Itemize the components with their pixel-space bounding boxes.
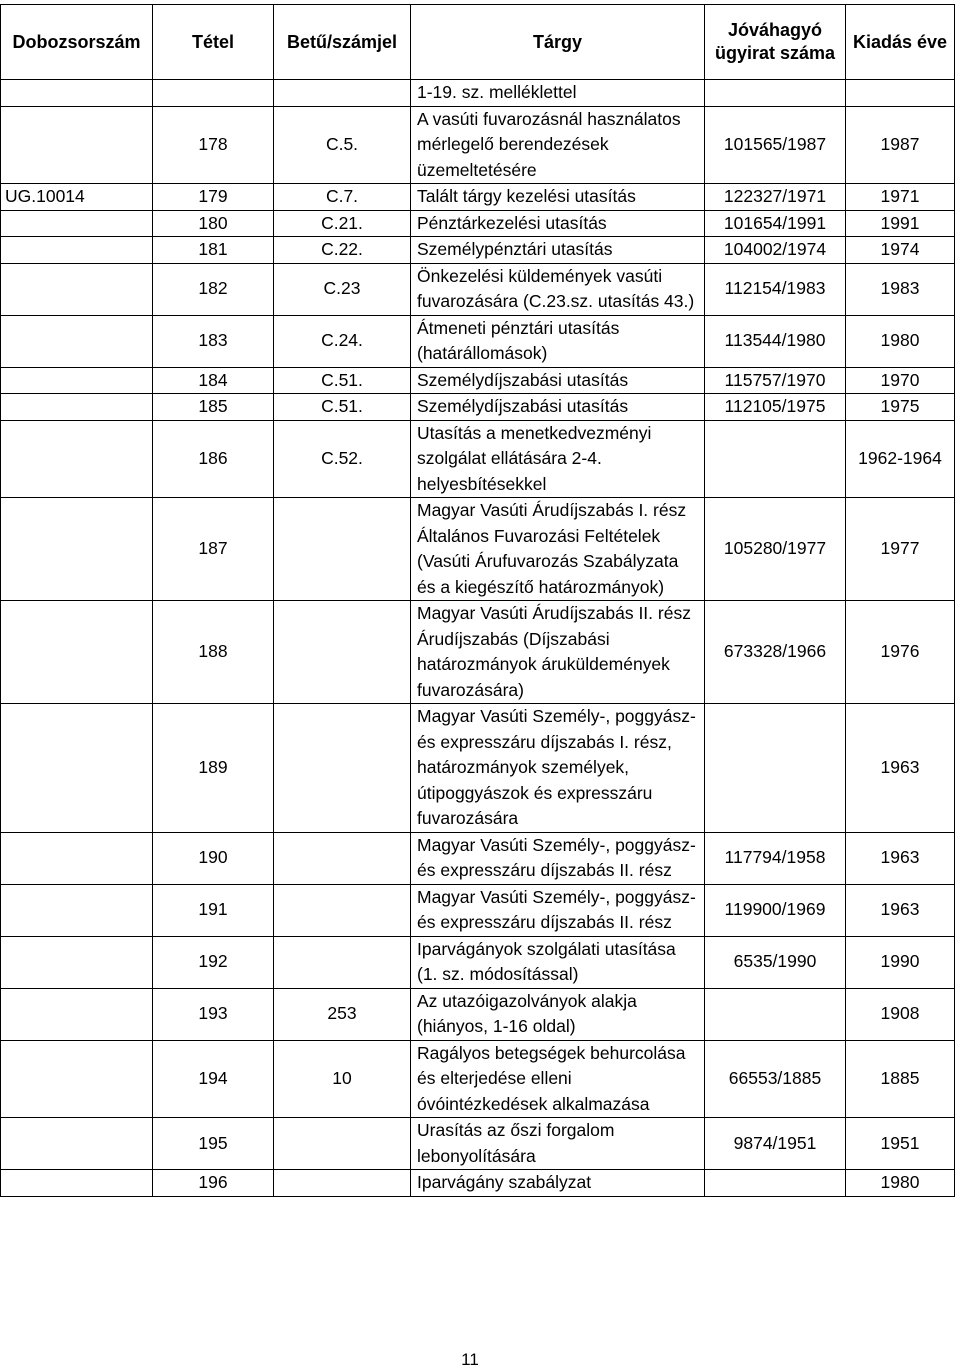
cell-approval: 112105/1975 xyxy=(705,394,846,421)
cell-approval: 117794/1958 xyxy=(705,832,846,884)
cell-subject: A vasúti fuvarozásnál használatos mérlegelő berendezések üzemeltetésére xyxy=(411,106,705,184)
cell-code: 253 xyxy=(274,988,411,1040)
cell-code: C.51. xyxy=(274,367,411,394)
cell-subject: Iparvágány szabályzat xyxy=(411,1170,705,1197)
cell-item: 195 xyxy=(153,1118,274,1170)
cell-subject: Pénztárkezelési utasítás xyxy=(411,210,705,237)
cell-subject: Magyar Vasúti Személy-, poggyász-és expresszáru díjszabás II. rész xyxy=(411,832,705,884)
cell-box xyxy=(1,237,153,264)
cell-code: C.52. xyxy=(274,420,411,498)
cell-box xyxy=(1,420,153,498)
table-row xyxy=(1,832,955,884)
cell-item: 186 xyxy=(153,420,274,498)
cell-box xyxy=(1,704,153,833)
table-header xyxy=(1,5,955,80)
header-item: Tétel xyxy=(153,5,274,80)
table-row xyxy=(1,884,955,936)
cell-year: 1971 xyxy=(846,184,955,211)
cell-item: 178 xyxy=(153,106,274,184)
table-row xyxy=(1,1040,955,1118)
cell-box xyxy=(1,1170,153,1197)
cell-code: C.5. xyxy=(274,106,411,184)
cell-box xyxy=(1,80,153,107)
cell-item: 188 xyxy=(153,601,274,704)
cell-approval: 104002/1974 xyxy=(705,237,846,264)
table-row xyxy=(1,263,955,315)
cell-approval xyxy=(705,988,846,1040)
cell-code xyxy=(274,884,411,936)
cell-item: 183 xyxy=(153,315,274,367)
cell-subject: Személypénztári utasítás xyxy=(411,237,705,264)
cell-subject: Talált tárgy kezelési utasítás xyxy=(411,184,705,211)
page-number: 11 xyxy=(461,1350,479,1369)
cell-year: 1963 xyxy=(846,832,955,884)
cell-year: 1963 xyxy=(846,884,955,936)
cell-code xyxy=(274,601,411,704)
cell-item: 184 xyxy=(153,367,274,394)
cell-code xyxy=(274,1118,411,1170)
cell-approval: 105280/1977 xyxy=(705,498,846,601)
cell-code: C.23 xyxy=(274,263,411,315)
cell-subject: Magyar Vasúti Árudíjszabás I. rész Általános Fuvarozási Feltételek (Vasúti Árufuvarozás Szabályzata és a kiegészítő határozmányok) xyxy=(411,498,705,601)
cell-approval xyxy=(705,420,846,498)
cell-box xyxy=(1,936,153,988)
cell-year: 1970 xyxy=(846,367,955,394)
cell-subject: Az utazóigazolványok alakja (hiányos, 1-16 oldal) xyxy=(411,988,705,1040)
cell-box xyxy=(1,1118,153,1170)
cell-item: 192 xyxy=(153,936,274,988)
table-row xyxy=(1,80,955,107)
cell-year: 1983 xyxy=(846,263,955,315)
table-row xyxy=(1,988,955,1040)
cell-box xyxy=(1,988,153,1040)
table-row xyxy=(1,367,955,394)
cell-year: 1885 xyxy=(846,1040,955,1118)
cell-code xyxy=(274,1170,411,1197)
cell-approval xyxy=(705,80,846,107)
cell-box xyxy=(1,498,153,601)
cell-year: 1976 xyxy=(846,601,955,704)
cell-box xyxy=(1,601,153,704)
cell-box xyxy=(1,394,153,421)
cell-box xyxy=(1,315,153,367)
cell-approval: 113544/1980 xyxy=(705,315,846,367)
table-row xyxy=(1,601,955,704)
cell-subject: Magyar Vasúti Személy-, poggyász-és expresszáru díjszabás I. rész, határozmányok személyek, útipoggyászok és expresszáru fuvarozására xyxy=(411,704,705,833)
cell-box: UG.10014 xyxy=(1,184,153,211)
cell-year: 1951 xyxy=(846,1118,955,1170)
cell-subject: Urasítás az őszi forgalom lebonyolítására xyxy=(411,1118,705,1170)
cell-subject: Ragályos betegségek behurcolása és elterjedése elleni óvóintézkedések alkalmazása xyxy=(411,1040,705,1118)
table-row xyxy=(1,184,955,211)
cell-item: 182 xyxy=(153,263,274,315)
cell-year: 1977 xyxy=(846,498,955,601)
header-box: Dobozsorszám xyxy=(1,5,153,80)
cell-approval: 6535/1990 xyxy=(705,936,846,988)
cell-box xyxy=(1,884,153,936)
cell-subject: Magyar Vasúti Személy-, poggyász-és expresszáru díjszabás II. rész xyxy=(411,884,705,936)
cell-item: 180 xyxy=(153,210,274,237)
cell-approval: 101654/1991 xyxy=(705,210,846,237)
cell-year: 1990 xyxy=(846,936,955,988)
cell-code xyxy=(274,80,411,107)
header-code: Betű/számjel xyxy=(274,5,411,80)
table-row xyxy=(1,106,955,184)
cell-subject: Személydíjszabási utasítás xyxy=(411,394,705,421)
cell-approval: 115757/1970 xyxy=(705,367,846,394)
cell-approval: 122327/1971 xyxy=(705,184,846,211)
cell-item: 196 xyxy=(153,1170,274,1197)
cell-code: C.7. xyxy=(274,184,411,211)
cell-year: 1908 xyxy=(846,988,955,1040)
table-row xyxy=(1,498,955,601)
cell-year: 1974 xyxy=(846,237,955,264)
header-subject: Tárgy xyxy=(411,5,705,80)
table-row xyxy=(1,1170,955,1197)
cell-year: 1975 xyxy=(846,394,955,421)
cell-subject: Magyar Vasúti Árudíjszabás II. rész Árudíjszabás (Díjszabási határozmányok áruküldemények fuvarozására) xyxy=(411,601,705,704)
cell-code xyxy=(274,832,411,884)
cell-box xyxy=(1,106,153,184)
cell-item: 181 xyxy=(153,237,274,264)
cell-item: 194 xyxy=(153,1040,274,1118)
table-row xyxy=(1,1118,955,1170)
cell-approval: 9874/1951 xyxy=(705,1118,846,1170)
cell-year: 1987 xyxy=(846,106,955,184)
cell-item: 189 xyxy=(153,704,274,833)
cell-box xyxy=(1,210,153,237)
table-row xyxy=(1,704,955,833)
cell-code: 10 xyxy=(274,1040,411,1118)
cell-approval: 112154/1983 xyxy=(705,263,846,315)
document-table xyxy=(0,4,955,1197)
cell-box xyxy=(1,1040,153,1118)
cell-box xyxy=(1,263,153,315)
cell-item: 191 xyxy=(153,884,274,936)
cell-approval: 66553/1885 xyxy=(705,1040,846,1118)
cell-subject: Személydíjszabási utasítás xyxy=(411,367,705,394)
cell-code xyxy=(274,936,411,988)
cell-year: 1962-1964 xyxy=(846,420,955,498)
cell-code xyxy=(274,704,411,833)
table-row xyxy=(1,394,955,421)
cell-item: 193 xyxy=(153,988,274,1040)
cell-subject: Önkezelési küldemények vasúti fuvarozására (C.23.sz. utasítás 43.) xyxy=(411,263,705,315)
cell-item xyxy=(153,80,274,107)
cell-approval: 673328/1966 xyxy=(705,601,846,704)
cell-code xyxy=(274,498,411,601)
table-row xyxy=(1,420,955,498)
cell-box xyxy=(1,367,153,394)
cell-item: 190 xyxy=(153,832,274,884)
table-row xyxy=(1,210,955,237)
cell-year: 1980 xyxy=(846,1170,955,1197)
table-row xyxy=(1,936,955,988)
cell-year xyxy=(846,80,955,107)
cell-subject: Átmeneti pénztári utasítás (határállomások) xyxy=(411,315,705,367)
cell-item: 179 xyxy=(153,184,274,211)
cell-year: 1980 xyxy=(846,315,955,367)
cell-approval: 101565/1987 xyxy=(705,106,846,184)
cell-approval xyxy=(705,704,846,833)
cell-box xyxy=(1,832,153,884)
table-row xyxy=(1,237,955,264)
cell-subject: Iparvágányok szolgálati utasítása (1. sz. módosítással) xyxy=(411,936,705,988)
cell-approval xyxy=(705,1170,846,1197)
cell-code: C.21. xyxy=(274,210,411,237)
header-approval: Jóváhagyó ügyirat száma xyxy=(705,5,846,80)
cell-subject: 1-19. sz. melléklettel xyxy=(411,80,705,107)
cell-code: C.22. xyxy=(274,237,411,264)
header-year: Kiadás éve xyxy=(846,5,955,80)
cell-code: C.51. xyxy=(274,394,411,421)
cell-year: 1963 xyxy=(846,704,955,833)
cell-year: 1991 xyxy=(846,210,955,237)
table-body xyxy=(1,80,955,1197)
cell-item: 187 xyxy=(153,498,274,601)
cell-approval: 119900/1969 xyxy=(705,884,846,936)
cell-code: C.24. xyxy=(274,315,411,367)
cell-item: 185 xyxy=(153,394,274,421)
cell-subject: Utasítás a menetkedvezményi szolgálat ellátására 2-4. helyesbítésekkel xyxy=(411,420,705,498)
table-row xyxy=(1,315,955,367)
